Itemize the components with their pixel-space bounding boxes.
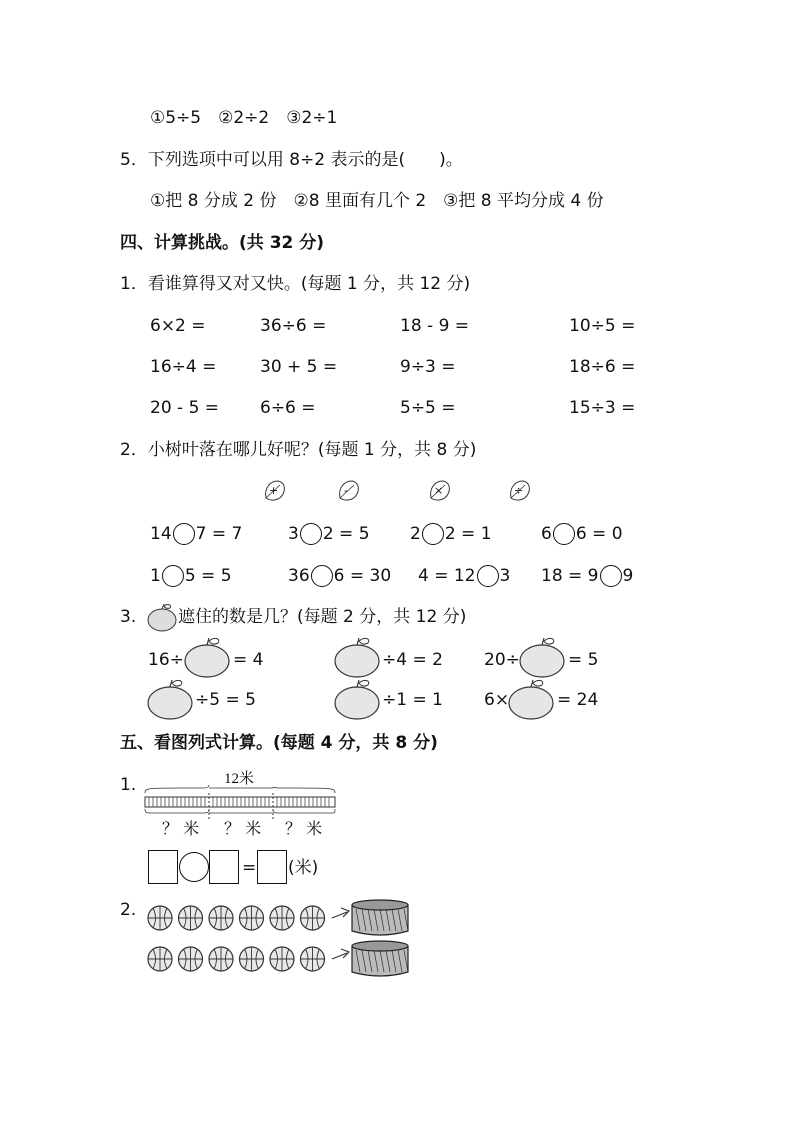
s4-p3-number: 3. <box>120 607 137 627</box>
circle-equation: 14 7 = 7 <box>150 524 243 544</box>
calc-item: 10÷5 = <box>569 316 636 336</box>
basketball-icon <box>240 947 264 971</box>
apple-eq-post: = 5 <box>568 650 599 670</box>
calc-item: 16÷4 = <box>150 357 217 377</box>
section4-title: 四、计算挑战。(共 32 分) <box>120 233 325 253</box>
circle-equation: 1 5 = 5 <box>150 566 232 586</box>
apple-eq-post: ÷5 = 5 <box>195 690 256 710</box>
basketball-icon <box>270 906 294 930</box>
apple-icon <box>146 602 178 632</box>
apple-eq-post: = 24 <box>557 690 599 710</box>
unit-label: (米) <box>288 858 319 878</box>
circle-equation: 6 6 = 0 <box>541 524 623 544</box>
calc-item: 36÷6 = <box>260 316 327 336</box>
leaf-operator: × <box>434 484 444 497</box>
apple-eq-post: ÷4 = 2 <box>382 650 443 670</box>
basketball-icon <box>240 906 264 930</box>
leaf-icon <box>336 478 362 504</box>
segment-label: ？ 米 <box>224 819 262 838</box>
calc-item: 5÷5 = <box>400 398 456 418</box>
calc-item: 30 + 5 = <box>260 357 338 377</box>
arrow-icon <box>332 908 349 918</box>
basketball-icon <box>270 947 294 971</box>
answer-circle[interactable] <box>300 523 322 545</box>
s4-p3-title: 遮住的数是几？(每题 2 分，共 12 分) <box>178 607 467 627</box>
circle-equation: 18 = 9 9 <box>541 566 634 586</box>
q5-stem: 5．下列选项中可以用 8÷2 表示的是( )。 <box>120 150 463 170</box>
basketball-icon <box>179 947 203 971</box>
answer-circle[interactable] <box>173 523 195 545</box>
s4-p2-title: 2．小树叶落在哪儿好呢？(每题 1 分，共 8 分) <box>120 440 477 460</box>
apple-icon[interactable] <box>507 678 555 720</box>
leaf-operator: - <box>344 484 348 497</box>
circle-equation: 4 = 12 3 <box>418 566 511 586</box>
answer-circle[interactable] <box>600 565 622 587</box>
leaf-operator: + <box>269 484 279 497</box>
leaf-operator: ÷ <box>514 484 524 497</box>
apple-icon[interactable] <box>183 636 231 678</box>
answer-box[interactable] <box>148 850 178 884</box>
basketball-icon <box>301 947 325 971</box>
apple-icon[interactable] <box>333 636 381 678</box>
apple-eq-pre: 16÷ <box>148 650 184 670</box>
answer-box[interactable] <box>257 850 287 884</box>
basketball-icon <box>209 947 233 971</box>
calc-item: 18÷6 = <box>569 357 636 377</box>
apple-eq-post: ÷1 = 1 <box>382 690 443 710</box>
answer-circle[interactable] <box>553 523 575 545</box>
answer-circle[interactable] <box>477 565 499 587</box>
apple-eq-post: = 4 <box>233 650 264 670</box>
total-length-label: 12米 <box>224 771 255 787</box>
segment-label: ？ 米 <box>162 819 200 838</box>
basketball-icon <box>179 906 203 930</box>
s5-p2-number: 2. <box>120 900 137 920</box>
apple-eq-pre: 20÷ <box>484 650 520 670</box>
answer-circle[interactable] <box>311 565 333 587</box>
apple-icon[interactable] <box>146 678 194 720</box>
circle-equation: 2 2 = 1 <box>410 524 492 544</box>
answer-circle[interactable] <box>162 565 184 587</box>
calc-item: 6÷6 = <box>260 398 316 418</box>
basket-icon <box>352 900 408 935</box>
basketball-icon <box>301 906 325 930</box>
s5-p1-number: 1. <box>120 775 137 795</box>
leaf-icon <box>507 478 533 504</box>
apple-eq-pre: 6× <box>484 690 510 710</box>
leaf-icon <box>262 478 288 504</box>
s4-p1-title: 1．看谁算得又对又快。(每题 1 分，共 12 分) <box>120 274 471 294</box>
answer-circle[interactable] <box>422 523 444 545</box>
calc-item: 9÷3 = <box>400 357 456 377</box>
q4-options: ①5÷5 ②2÷2 ③2÷1 <box>150 108 338 128</box>
calc-item: 20 - 5 = <box>150 398 220 418</box>
basket-icon <box>352 941 408 976</box>
apple-icon[interactable] <box>333 678 381 720</box>
circle-equation: 3 2 = 5 <box>288 524 370 544</box>
circle-equation: 36 6 = 30 <box>288 566 392 586</box>
basketball-diagram <box>144 895 414 985</box>
basketball-icon <box>209 906 233 930</box>
leaf-icon <box>427 478 453 504</box>
section5-title: 五、看图列式计算。(每题 4 分，共 8 分) <box>120 733 438 753</box>
calc-item: 6×2 = <box>150 316 206 336</box>
equals-sign: = <box>242 858 257 878</box>
operator-circle[interactable] <box>179 852 209 882</box>
basketball-icon <box>148 947 172 971</box>
calc-item: 15÷3 = <box>569 398 636 418</box>
segment-label: ？ 米 <box>285 819 323 838</box>
basketball-icon <box>148 906 172 930</box>
q5-options: ①把 8 分成 2 份 ②8 里面有几个 2 ③把 8 平均分成 4 份 <box>150 191 604 211</box>
calc-item: 18 - 9 = <box>400 316 470 336</box>
arrow-icon <box>332 949 349 959</box>
answer-box[interactable] <box>209 850 239 884</box>
rope-diagram <box>143 785 337 821</box>
apple-icon[interactable] <box>518 636 566 678</box>
